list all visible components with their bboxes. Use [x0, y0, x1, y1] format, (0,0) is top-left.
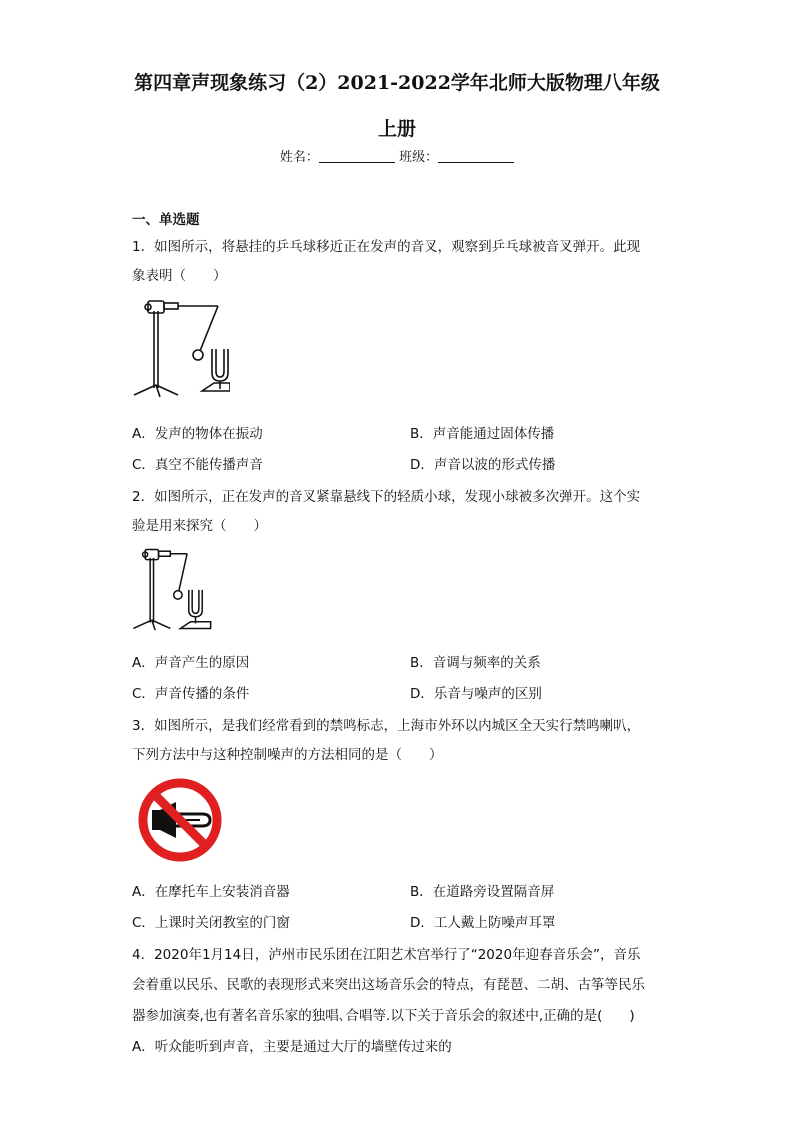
q3-stem-line1: 3．如图所示，是我们经常看到的禁鸣标志，上海市外环以内城区全天实行禁鸣喇叭，	[132, 718, 641, 734]
q2-option-b[interactable]: B．音调与频率的关系	[410, 655, 541, 671]
q3-option-b[interactable]: B．在道路旁设置隔音屏	[410, 884, 555, 900]
tuning-fork-pendulum-figure-1	[130, 293, 230, 403]
q1-option-c[interactable]: C．真空不能传播声音	[132, 457, 263, 473]
class-blank-field[interactable]	[438, 148, 514, 163]
name-label: 姓名：	[279, 150, 319, 165]
q1-option-a[interactable]: A．发声的物体在振动	[132, 426, 263, 442]
q3-option-d[interactable]: D．工人戴上防噪声耳罩	[410, 915, 556, 931]
name-blank-field[interactable]	[319, 148, 395, 163]
class-label: 班级：	[399, 150, 439, 165]
q1-stem-line1: 1．如图所示，将悬挂的乒乓球移近正在发声的音叉，观察到乒乓球被音叉弹开。此现	[132, 239, 641, 255]
q4-stem-line2: 会着重以民乐、民歌的表现形式来突出这场音乐会的特点，有琵琶、二胡、古筝等民乐	[132, 977, 645, 993]
no-horn-sign-icon	[136, 776, 226, 864]
q2-stem-line2: 验是用来探究（ ）	[132, 518, 267, 534]
q1-option-b[interactable]: B．声音能通过固体传播	[410, 426, 555, 442]
q3-option-c[interactable]: C．上课时关闭教室的门窗	[132, 915, 290, 931]
q4-option-a[interactable]: A．听众能听到声音，主要是通过大厅的墙壁传过来的	[132, 1039, 452, 1055]
q2-option-c[interactable]: C．声音传播的条件	[132, 686, 250, 702]
tuning-fork-pendulum-figure-2	[130, 540, 214, 638]
q3-option-a[interactable]: A．在摩托车上安装消音器	[132, 884, 290, 900]
section-heading: 一、单选题	[132, 212, 200, 228]
q1-option-d[interactable]: D．声音以波的形式传播	[410, 457, 556, 473]
document-title-line1: 第四章声现象练习（2）2021-2022学年北师大版物理八年级	[134, 72, 660, 94]
q2-option-a[interactable]: A．声音产生的原因	[132, 655, 250, 671]
document-title-line2: 上册	[377, 118, 416, 140]
q3-stem-line2: 下列方法中与这种控制噪声的方法相同的是（ ）	[132, 747, 443, 763]
student-info-row	[0, 146, 794, 165]
q1-stem-line2: 象表明（ ）	[132, 268, 227, 284]
q2-option-d[interactable]: D．乐音与噪声的区别	[410, 686, 542, 702]
q4-stem-line1: 4．2020年1月14日，泸州市民乐团在江阳艺术宫举行了“2020年迎春音乐会”，音乐	[132, 947, 641, 963]
q2-stem-line1: 2．如图所示，正在发声的音叉紧靠悬线下的轻质小球，发现小球被多次弹开。这个实	[132, 489, 641, 505]
q4-stem-line3: 器参加演奏,也有著名音乐家的独唱､合唱等.以下关于音乐会的叙述中,正确的是( )	[132, 1008, 635, 1024]
